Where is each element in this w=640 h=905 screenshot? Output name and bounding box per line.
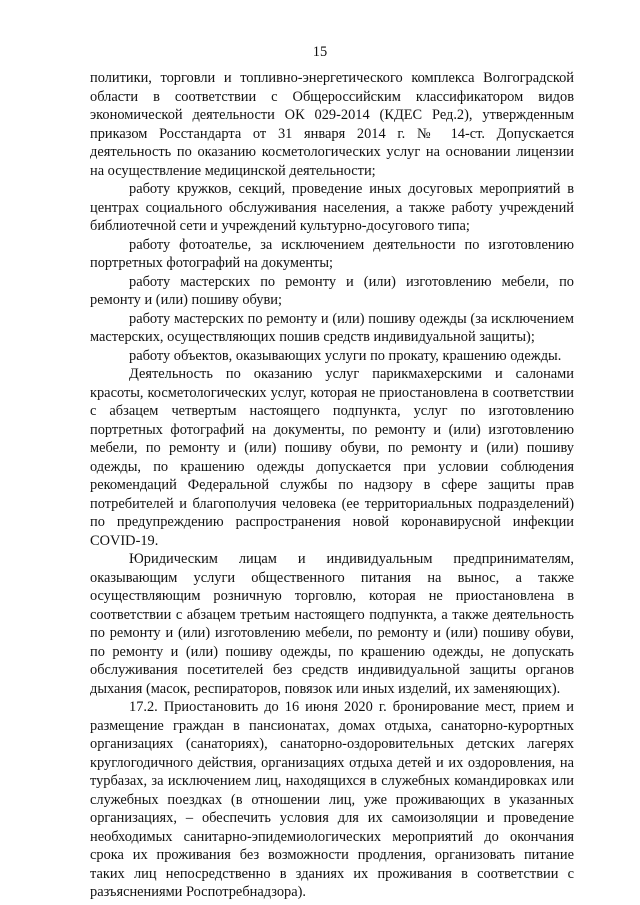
- paragraph-masks-requirement: Юридическим лицам и индивидуальным предпринимателям, оказывающим услуги общественного питания на вынос, а также осуществляющим розничную торговлю, которая не приостановлена в соответствии с абзацем третьим настоящего подпункта, а также деятельность по ремонту и (или) изготовлению мебели, по ремонту и (или) пошиву обуви, по ремонту и (или) пошиву одежды, по крашению одежды, не допускать обслуживания посетителей без средств индивидуальной защиты органов дыхания (масок, респираторов, повязок или иных изделий, их заменяющих).: [90, 551, 574, 697]
- list-item-furniture-shoe-repair: работу мастерских по ремонту и (или) изготовлению мебели, по ремонту и (или) пошиву обуви;: [90, 273, 574, 308]
- paragraph-services-conditions: Деятельность по оказанию услуг парикмахерскими и салонами красоты, косметологических услуг, которая не приостановлена в соответствии с абзацем четвертым настоящего подпункта, услуг по изготовлению портретных фотографий на документы, по ремонту и (или) изготовлению мебели, по ремонту и (или) пошиву обуви, по ремонту и (или) пошиву одежды, по крашению одежды допускается при условии соблюдения рекомендаций Федеральной службы по надзору в сфере защиты прав потребителей и благополучия человека (ее территориальных подразделений) по предупреждению распространения новой коронавирусной инфекции COVID-19.: [90, 366, 574, 549]
- list-item-rental: работу объектов, оказывающих услуги по прокату, крашению одежды.: [129, 347, 562, 364]
- page-number: 15: [312, 44, 328, 60]
- body-text: [90, 69, 574, 902]
- list-item-photo-studios: работу фотоателье, за исключением деятельности по изготовлению портретных фотографий на документы;: [90, 236, 574, 271]
- list-item-clothing-repair: работу мастерских по ремонту и (или) пошиву одежды (за исключением мастерских, осуществляющих пошив средств индивидуальной защиты);: [90, 310, 574, 345]
- paragraph-continuation: политики, торговли и топливно-энергетического комплекса Волгоградской области в соответствии с Общероссийским классификатором видов экономической деятельности ОК 029-2014 (КДЕС Ред.2), утвержденным приказом Росстандарта от 31 января 2014 г. № 14-ст. Допускается деятельность по оказанию косметологических услуг на основании лицензии на осуществление медицинской деятельности;: [90, 70, 574, 179]
- paragraph-17-2: 17.2. Приостановить до 16 июня 2020 г. бронирование мест, прием и размещение граждан в пансионатах, домах отдыха, санаторно-курортных организациях (санаториях), санаторно-оздоровительных детских лагерях круглогодичного действия, организациях отдыха детей и их оздоровления, на турбазах, за исключением лиц, находящихся в служебных командировках или служебных поездках (в отношении лиц, уже проживающих в указанных организациях, – обеспечить условия для их самоизоляции и проведение необходимых санитарно-эпидемиологических мероприятий до окончания срока их проживания без возможности продления, организовать питание таких лиц непосредственно в зданиях их проживания в соответствии с разъяснениями Роспотребнадзора).: [90, 699, 574, 900]
- list-item-clubs: работу кружков, секций, проведение иных досуговых мероприятий в центрах социального обслуживания населения, а также работу учреждений библиотечной сети и учреждений культурно-досугового типа;: [90, 181, 574, 234]
